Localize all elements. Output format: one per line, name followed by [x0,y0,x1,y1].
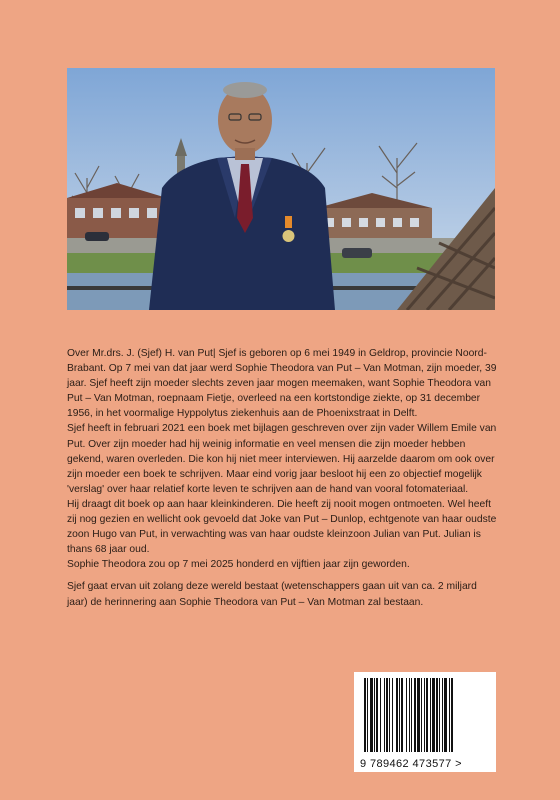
barcode-bar [436,678,438,752]
barcode-bar [424,678,425,752]
barcode-bar [384,678,385,752]
back-cover-text [67,346,497,610]
isbn-number: 9 789462 473577 > [360,758,462,770]
barcode-bars [354,672,496,754]
barcode-bar [411,678,412,752]
barcode-bar [367,678,368,752]
barcode-bar [392,678,393,752]
barcode-bar [370,678,373,752]
barcode-bar [421,678,422,752]
paragraph-dedication: Hij draagt dit boek op aan haar kleinkinderen. Die heeft zij nooit mogen ontmoeten. Wel heeft zij nog gezien en wellicht ook gevoeld dat Joke van Put – Dunlop, echtgenote van haar oudste zoon Hugo van Put, in verwachting was van haar oudste kleinzoon Julian van Put. Julian is thans 68 jaar oud. [67,498,497,556]
barcode-bar [406,678,407,752]
barcode-bar [444,678,447,752]
barcode-bar [386,678,388,752]
portrait-photo [67,68,495,310]
barcode-bar [449,678,450,752]
barcode-bar [426,678,428,752]
barcode-bar [376,678,378,752]
paragraph-anniversary: Sophie Theodora zou op 7 mei 2025 honderd en vijftien jaar zijn geworden. [67,559,410,571]
barcode-bar [451,678,453,752]
paragraph-bio: Over Mr.drs. J. (Sjef) H. van Put| Sjef is geboren op 6 mei 1949 in Geldrop, provincie Noord-Brabant. Op 7 mei van dat jaar werd Sophie Theodora van Put – Van Motman, zijn moeder, 39 jaar. Sjef heeft zijn moeder slechts zeven jaar mogen meemaken, want Sophie Theodora van Put – Van Motman, roepnaam Fietje, overleed na een kortstondige ziekte, op 31 december 1956, in het voormalige Hyppolytus ziekenhuis aan de Phoenixstraat in Delft. [67,348,497,420]
barcode-bar [432,678,435,752]
paragraph-father-book: Sjef heeft in februari 2021 een boek met bijlagen geschreven over zijn vader Willem Emile van Put. Over zijn moeder had hij weinig informatie en veel mensen die zijn moeder hebben gekend, waren overleden. Die kon hij niet meer interviewen. Hij aarzelde daarom om ook over zijn moeder een boek te schrijven. Maar eind vorig jaar besloot hij een zo objectief mogelijk 'verslag' over haar relatief korte leven te schrijven aan de hand van vooral fotomateriaal. [67,423,497,495]
isbn-barcode [354,672,496,772]
barcode-bar [401,678,403,752]
barcode-bar [409,678,410,752]
paragraph-memory: Sjef gaat ervan uit zolang deze wereld bestaat (wetenschappers gaan uit van ca. 2 miljard jaar) de herinnering aan Sophie Theodora van Put – Van Motman zal bestaan. [67,581,477,608]
barcode-bar [396,678,398,752]
barcode-bar [439,678,440,752]
barcode-bar [430,678,431,752]
barcode-bar [417,678,420,752]
barcode-bar [389,678,390,752]
barcode-bar [442,678,443,752]
barcode-bar [380,678,381,752]
barcode-bar [399,678,400,752]
barcode-bar [414,678,416,752]
barcode-bar [364,678,366,752]
cover-photo [67,68,495,310]
barcode-bar [374,678,375,752]
